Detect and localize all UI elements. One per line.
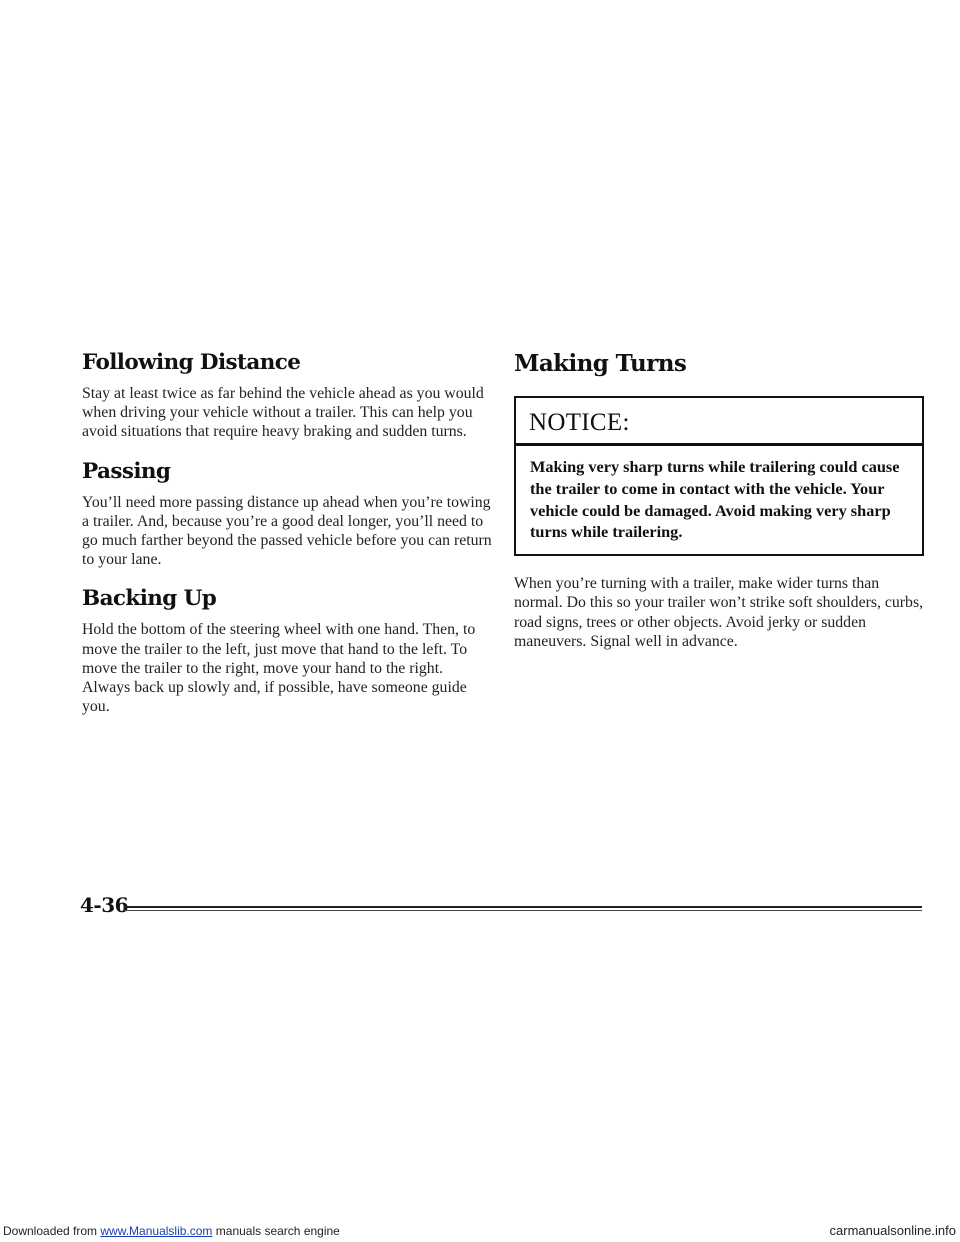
page-number: 4-36 bbox=[80, 893, 129, 917]
making-turns-heading: Making Turns bbox=[514, 350, 687, 377]
making-turns-text: When you’re turning with a trailer, make wider turns than normal. Do this so your trailer won’t strike soft shoulders, curbs, road signs, trees or other objects. Avoid jerky or sudden maneuvers. Signal well in advance. bbox=[514, 575, 924, 650]
page-footer bbox=[80, 893, 922, 923]
download-bar bbox=[0, 1222, 960, 1242]
left-column bbox=[82, 350, 492, 733]
manualslib-link[interactable]: www.Manualslib.com bbox=[100, 1224, 213, 1238]
download-notice bbox=[3, 1224, 340, 1238]
backing-up-text: Hold the bottom of the steering wheel with one hand. Then, to move the trailer to the left, just move that hand to the left. To move the trailer to the right, move your hand to the right. Always back up slowly and, if possible, have someone guide you. bbox=[82, 621, 476, 716]
following-distance-heading: Following Distance bbox=[82, 350, 301, 375]
passing-text: You’ll need more passing distance up ahead when you’re towing a trailer. And, because you’re a good deal longer, you’ll need to go much farther beyond the passed vehicle before you can return to your lane. bbox=[82, 493, 492, 569]
right-column bbox=[514, 350, 924, 668]
watermark-text: carmanualsonline.info bbox=[829, 1223, 956, 1238]
notice-title: NOTICE: bbox=[516, 398, 922, 446]
download-suffix: manuals search engine bbox=[212, 1224, 340, 1238]
download-prefix: Downloaded from bbox=[3, 1224, 101, 1238]
notice-text: Making very sharp turns while trailering could cause the trailer to come in contact with the vehicle. Your vehicle could be damaged. Avoid making very sharp turns while trailering. bbox=[530, 457, 900, 542]
following-distance-text: Stay at least twice as far behind the vehicle ahead as you would when driving your vehicle without a trailer. This can help you avoid situations that require heavy braking and sudden turns. bbox=[82, 385, 484, 441]
notice-box bbox=[514, 396, 924, 556]
backing-up-heading: Backing Up bbox=[82, 586, 217, 612]
footer-rule bbox=[124, 906, 922, 911]
passing-heading: Passing bbox=[82, 458, 171, 484]
